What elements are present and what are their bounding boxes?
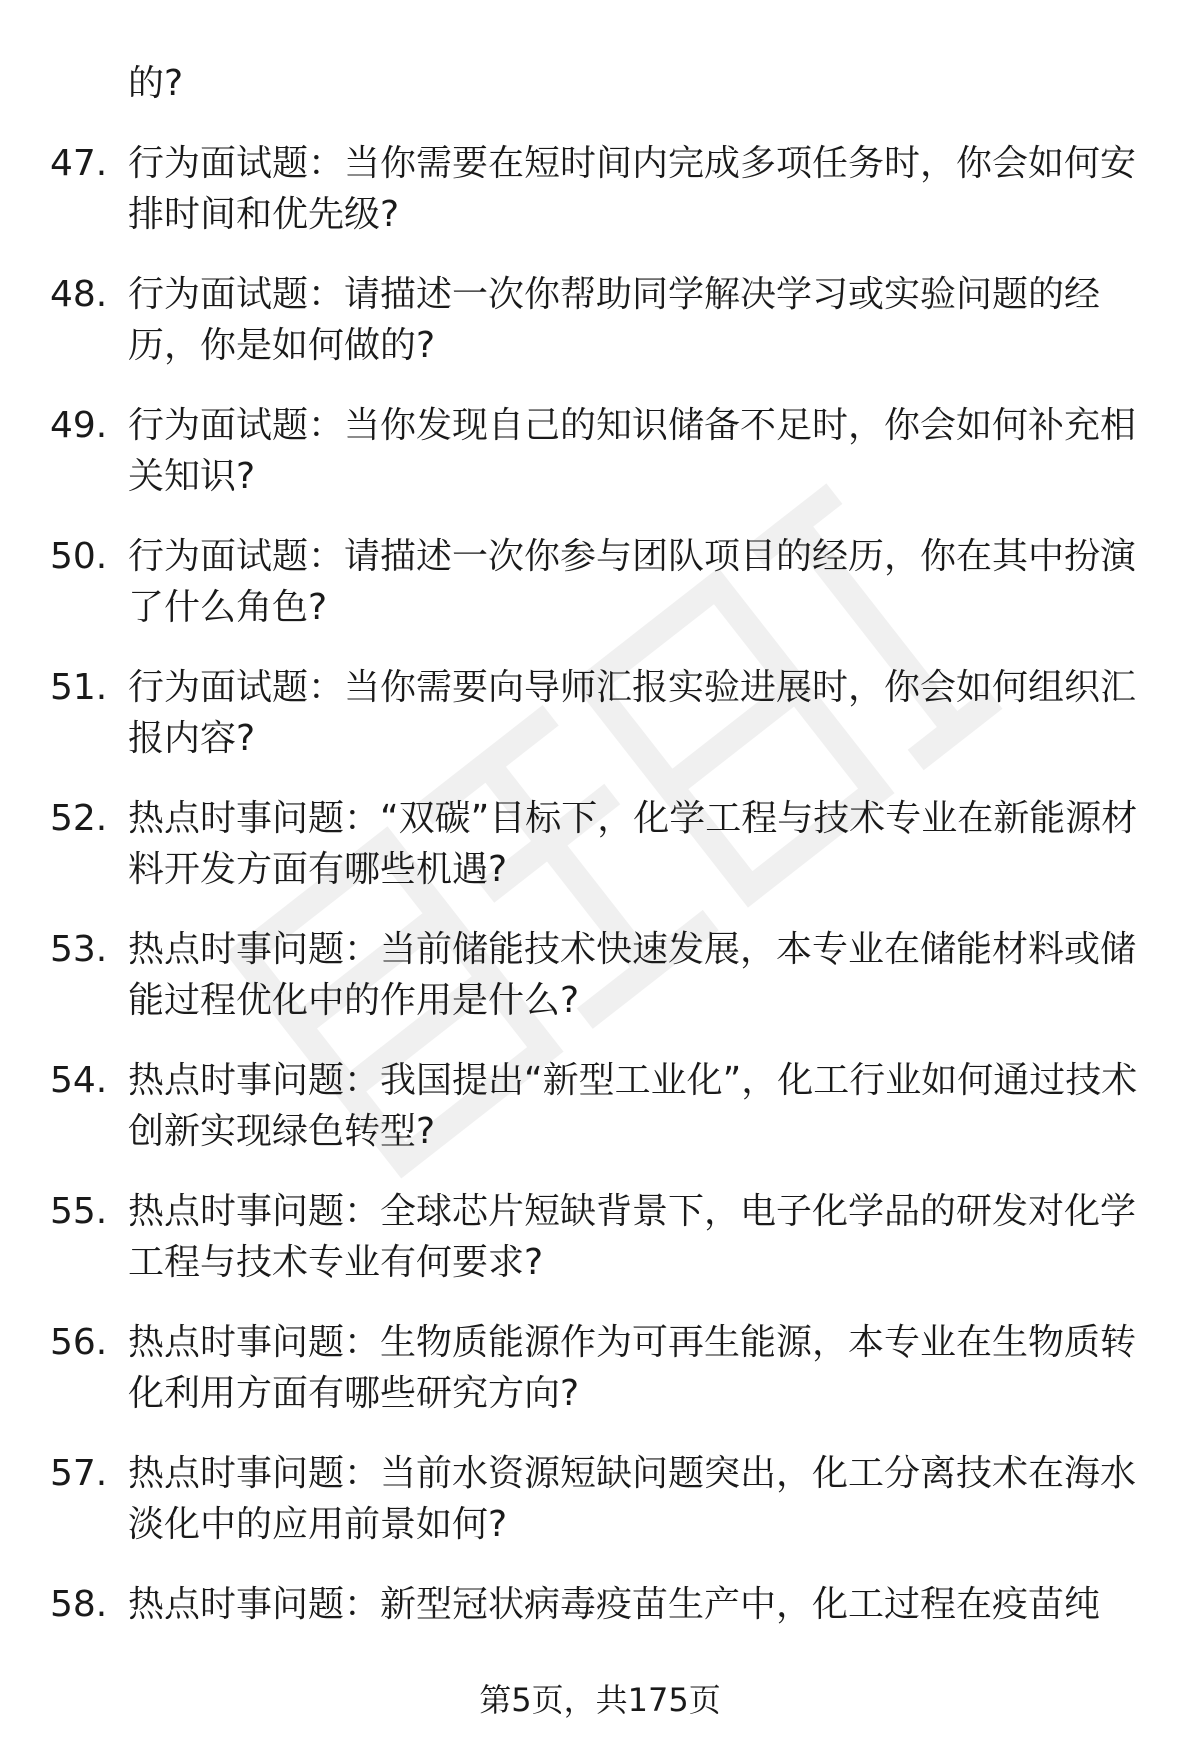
question-number: 51. — [50, 667, 108, 708]
question-number: 56. — [50, 1322, 108, 1363]
question-text: 热点时事问题：我国提出“新型工业化”，化工行业如何通过技术创新实现绿色转型? — [128, 1060, 1138, 1152]
question-item — [50, 1579, 1140, 1630]
question-number: 58. — [50, 1584, 108, 1625]
page-footer: 第5页，共175页 — [479, 1681, 721, 1719]
question-item — [50, 400, 1140, 502]
question-number: 53. — [50, 929, 108, 970]
question-content — [50, 58, 1140, 1659]
question-text: 热点时事问题：“双碳”目标下，化学工程与技术专业在新能源材料开发方面有哪些机遇? — [128, 798, 1138, 890]
question-item — [50, 662, 1140, 764]
question-text: 热点时事问题：新型冠状病毒疫苗生产中，化工过程在疫苗纯 — [128, 1584, 1101, 1625]
question-item — [50, 793, 1140, 895]
question-item — [50, 138, 1140, 240]
question-number: 47. — [50, 143, 108, 184]
question-number: 48. — [50, 274, 108, 315]
question-item — [50, 269, 1140, 371]
question-number: 50. — [50, 536, 108, 577]
question-text: 热点时事问题：生物质能源作为可再生能源，本专业在生物质转化利用方面有哪些研究方向? — [128, 1322, 1137, 1414]
question-item — [50, 1448, 1140, 1550]
continuation-text: 的? — [128, 63, 184, 104]
question-item — [50, 531, 1140, 633]
question-list — [50, 138, 1140, 1630]
question-text: 行为面试题：当你需要向导师汇报实验进展时，你会如何组织汇报内容? — [128, 667, 1137, 759]
question-text: 行为面试题：请描述一次你参与团队项目的经历，你在其中扮演了什么角色? — [128, 536, 1137, 628]
question-number: 49. — [50, 405, 108, 446]
question-text: 热点时事问题：当前水资源短缺问题突出，化工分离技术在海水淡化中的应用前景如何? — [128, 1453, 1137, 1545]
question-number: 52. — [50, 798, 108, 839]
question-number: 55. — [50, 1191, 108, 1232]
question-number: 54. — [50, 1060, 108, 1101]
question-number: 57. — [50, 1453, 108, 1494]
question-text: 热点时事问题：全球芯片短缺背景下，电子化学品的研发对化学工程与技术专业有何要求? — [128, 1191, 1137, 1283]
question-text: 行为面试题：当你发现自己的知识储备不足时，你会如何补充相关知识? — [128, 405, 1137, 497]
question-text: 行为面试题：当你需要在短时间内完成多项任务时，你会如何安排时间和优先级? — [128, 143, 1137, 235]
question-text: 行为面试题：请描述一次你帮助同学解决学习或实验问题的经历，你是如何做的? — [128, 274, 1101, 366]
question-item — [50, 1317, 1140, 1419]
question-item — [50, 1186, 1140, 1288]
question-text: 热点时事问题：当前储能技术快速发展，本专业在储能材料或储能过程优化中的作用是什么? — [128, 929, 1137, 1021]
question-item — [50, 1055, 1140, 1157]
question-item — [50, 924, 1140, 1026]
